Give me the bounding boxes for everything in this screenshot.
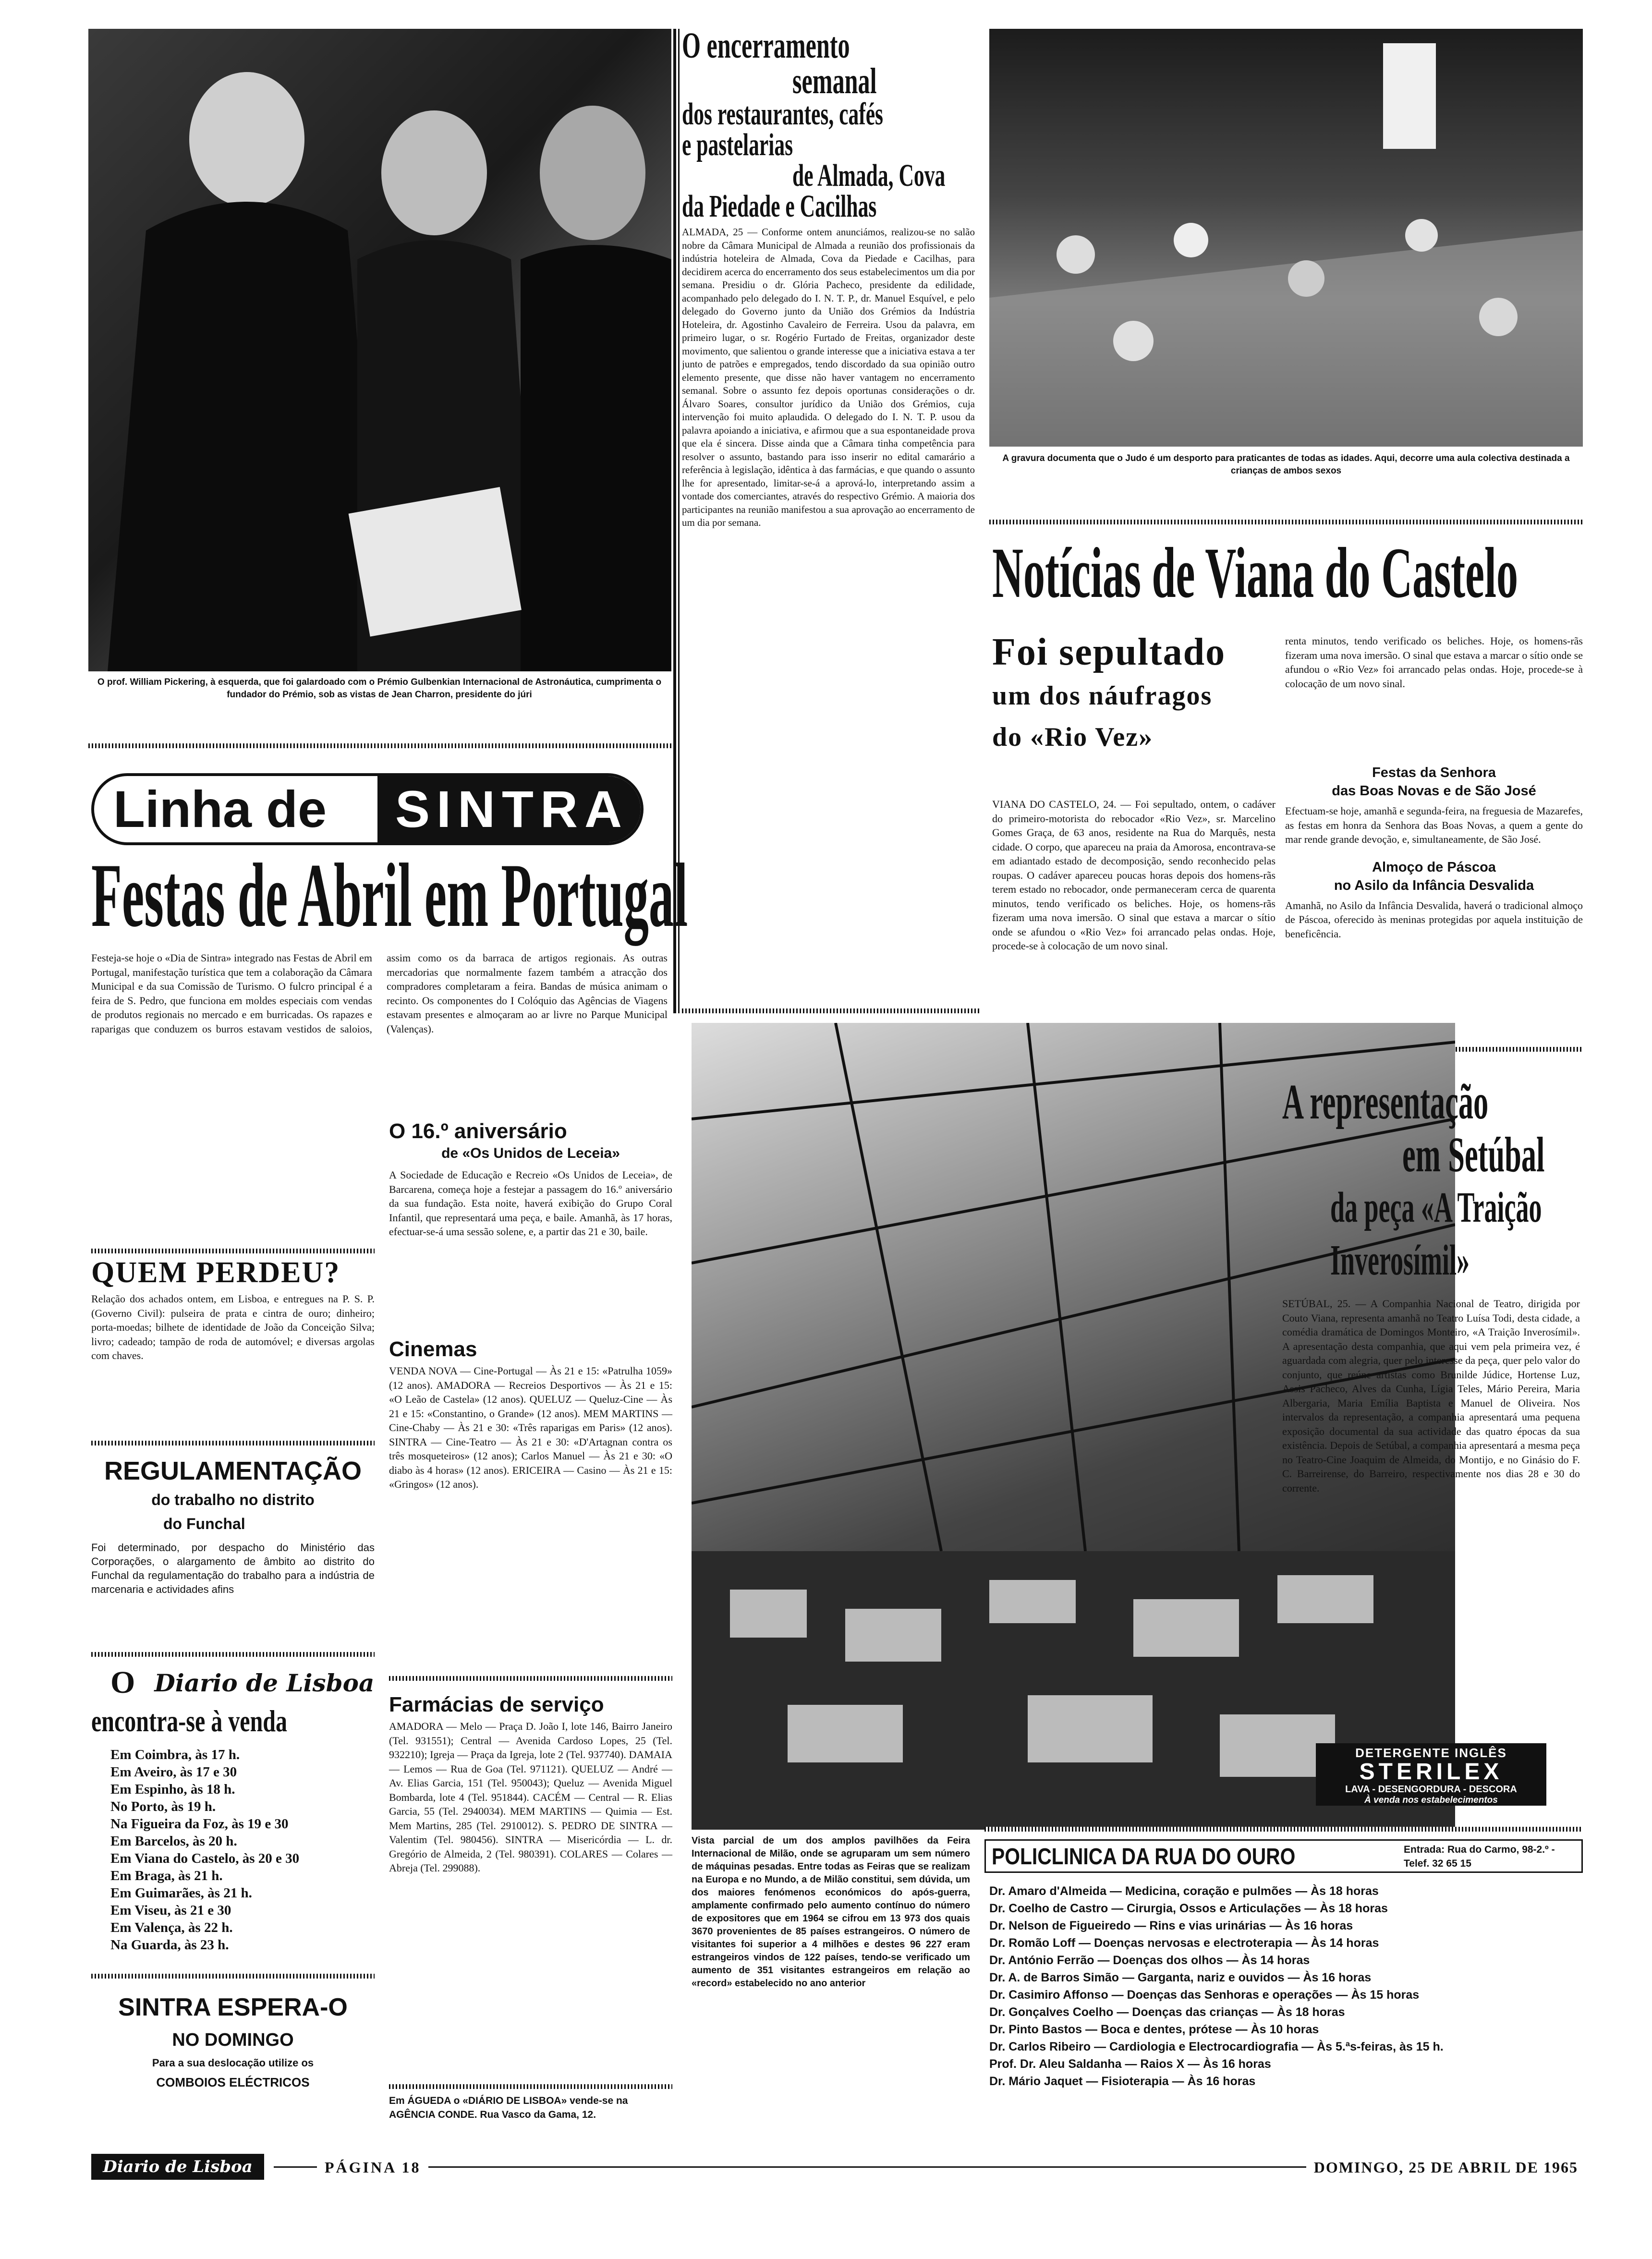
regulamentacao-body: Foi determinado, por despacho do Ministério das Corporações, o alargamento de âmbito ao distrito do Funchal da regulamentação do trabalho para a indústria de marcenaria e actividades afins — [91, 1542, 375, 1595]
sintra-logo-left: Linha de — [113, 780, 327, 838]
sterilex-line-3: LAVA - DESENGORDURA - DESCORA — [1345, 1784, 1517, 1795]
almoco-title-2: no Asilo da Infância Desvalida — [1334, 877, 1534, 893]
venda-item: Em Viana do Castelo, às 20 e 30 — [110, 1851, 300, 1866]
policlinica-row: Dr. Nelson de Figueiredo — Rins e vias urinárias — Às 16 horas — [989, 1919, 1353, 1932]
footer — [91, 2154, 1583, 2183]
venda-item: Em Guimarães, às 21 h. — [110, 1885, 252, 1901]
viana-sub-1: Foi sepultado — [992, 631, 1226, 673]
policlinica-box — [984, 1839, 1583, 1873]
encerramento-title-4: e pastelarias — [682, 127, 793, 162]
sintra-headline: Festas de Abril em Portugal — [91, 845, 688, 946]
policlinica-row: Dr. Gonçalves Coelho — Doenças das crianças — Às 18 horas — [989, 2005, 1345, 2019]
pickering-caption: O prof. William Pickering, à esquerda, que foi galardoado com o Prémio Gulbenkian Internacional de Astronáutica, cumprimenta o fundador do Prémio, sob as vistas de Jean Charron, presidente do júri — [97, 677, 662, 700]
venda-logo: Diario de Lisboa — [154, 1668, 375, 1697]
sintra-logo — [91, 773, 644, 845]
venda-item: Em Barcelos, às 20 h. — [110, 1834, 237, 1849]
setubal-title-1: A representação — [1282, 1074, 1489, 1130]
footer-line — [274, 2166, 1330, 2168]
setubal-article — [1282, 1076, 1580, 1495]
espera-line-2: COMBOIOS ELÉCTRICOS — [156, 2075, 310, 2089]
sterilex-line-1: DETERGENTE INGLÊS — [1355, 1746, 1507, 1760]
divider — [984, 1827, 1583, 1832]
sintra-logo-right: SINTRA — [377, 776, 644, 845]
agueda-note: Em ÁGUEDA o «DIÁRIO DE LISBOA» vende-se na AGÊNCIA CONDE. Rua Vasco da Gama, 12. — [389, 2095, 628, 2120]
venda-list — [110, 1746, 375, 1954]
setubal-title-3: da peça «A Traição — [1330, 1184, 1542, 1231]
leceia-title-1: O 16.º aniversário — [389, 1119, 567, 1143]
festas-title-2: das Boas Novas e de São José — [1332, 783, 1536, 799]
quem-perdeu-title: QUEM PERDEU? — [91, 1256, 340, 1289]
encerramento-article — [682, 25, 975, 977]
pickering-photo — [88, 29, 671, 671]
divider — [91, 1652, 375, 1657]
judo-children — [989, 29, 1583, 447]
divider — [389, 2084, 672, 2089]
setubal-body: SETÚBAL, 25. — A Companhia Nacional de Teatro, dirigida por Couto Viana, representa amanhã no Teatro Luísa Todi, desta cidade, a comédia dramática de Domingos Monteiro, «A Traição Inverosímil». A apresentação desta companhia, que aqui vem pela primeira vez, é aguardada com alegria, quer pelo interesse da peça, quer pelo valor do conjunto, que reúne artistas como Brunilde Júdice, Hortense Luz, Assis Pacheco, Alves da Cunha, Lígia Teles, Mário Pereira, Maria Albergaria, Maria Emília Baptista e Manuel de Oliveira. Nos intervalos da representação, a companhia apresentará uma pequena exposição documental da sua actividade das quatro épocas da sua existência. Depois de Setúbal, a companhia apresentará a mesma peça no Teatro-Cine Joaquim de Almeida, do Montijo, e no Ginásio do F. C. Barreirense, do Barreiro, respectivamente nos dias 28 e 30 do corrente. — [1282, 1298, 1580, 1494]
leceia-body: A Sociedade de Educação e Recreio «Os Unidos de Leceia», de Barcarena, começa hoje a festejar a passagem do 16.º aniversário da sua fundação. Esta noite, haverá exibição do Grupo Coral Infantil, que representará uma peça, e baile. Amanhã, às 17 horas, efectuar-se-á uma sessão solene, e, a partir das 21 e 30, baile. — [389, 1169, 672, 1238]
venda-item: Em Valença, às 22 h. — [110, 1920, 233, 1935]
viana-headline: Notícias de Viana do Castelo — [992, 533, 1518, 613]
espera-line-1: Para a sua deslocação utilize os — [152, 2057, 314, 2069]
setubal-title-4: Inverosímil» — [1330, 1237, 1470, 1284]
divider — [91, 1441, 375, 1445]
leceia-title-2: de «Os Unidos de Leceia» — [441, 1145, 620, 1161]
policlinica-row: Dr. A. de Barros Simão — Garganta, nariz e ouvidos — Às 16 horas — [989, 1971, 1372, 1984]
divider — [389, 1676, 672, 1681]
sterilex-ad — [1316, 1743, 1546, 1806]
venda-item: Em Aveiro, às 17 e 30 — [110, 1764, 237, 1780]
sterilex-line-4: À venda nos estabelecimentos — [1364, 1795, 1498, 1805]
policlinica-row: Dr. Romão Loff — Doenças nervosas e electroterapia — Às 14 horas — [989, 1936, 1379, 1950]
footer-logo-text: Diario de Lisboa — [103, 2157, 253, 2176]
policlinica-row: Dr. Coelho de Castro — Cirurgia, Ossos e Articulações — Às 18 horas — [989, 1902, 1388, 1915]
regulamentacao-title: REGULAMENTAÇÃO — [104, 1457, 362, 1485]
almoco-title-1: Almoço de Páscoa — [1372, 859, 1496, 875]
venda-box — [91, 1652, 375, 1954]
quem-perdeu-body: Relação dos achados ontem, em Lisboa, e entregues na P. S. P. (Governo Civil): pulseira de prata e cintra de ouro; dinheiro; porta-moedas; bilhete de identidade de João da Conceição Silva; livro; cadeado; tampão de roda de automóvel; e diversas argolas com chaves. — [91, 1293, 375, 1361]
policlinica-row: Dr. Pinto Bastos — Boca e dentes, prótese — Às 10 horas — [989, 2023, 1319, 2036]
sterilex-line-2: STERILEX — [1359, 1759, 1503, 1785]
cinemas-body: VENDA NOVA — Cine-Portugal — Às 21 e 15: «Patrulha 1059» (12 anos). AMADORA — Recreios Desportivos — Às 21 e 15: «O Leão de Castela» (12 anos). QUELUZ — Queluz-Cine — Às 21 e 15: «Constantino, o Grande» (12 anos). MEM MARTINS — Cine-Chaby — Às 21 e 30: «Três raparigas em Paris» (12 anos). SINTRA — Cine-Teatro — Às 21 e 30: «D'Artagnan contra os três mosqueteiros» (12 anos); Carlos Manuel — Às 21 e 30: «O diabo às 4 horas» (12 anos). ERICEIRA — Casino — Às 21 e 15: «Gringos» (12 anos). — [389, 1365, 672, 1490]
policlinica-list — [989, 1882, 1580, 2090]
venda-item: Em Coimbra, às 17 h. — [110, 1747, 240, 1762]
milao-caption: Vista parcial de um dos amplos pavilhões da Feira Internacional de Milão, onde se agruparam um sem número de máquinas pesadas. Entre todas as Feiras que se realizam na Europa e no Mundo, a de Milão constitui, sem dúvida, um dos maiores fenómenos económicos do após-guerra, amplamente confirmado pelo aumento contínuo do número de expositores que em 1964 se cifrou em 13 973 dos quais 3670 provenientes de 85 países estrangeiros. O número de visitantes foi superior a 4 milhões e destes 96 227 eram estrangeiros vindos de 122 países, tendo-se verificado um aumento de 351 visitantes estrangeiros em relação ao «record» estabelecido no ano anterior — [692, 1835, 970, 1989]
venda-item: Na Figueira da Foz, às 19 e 30 — [110, 1816, 289, 1832]
encerramento-title-1: O encerramento — [682, 25, 850, 66]
divider — [88, 743, 671, 748]
festas-title-1: Festas da Senhora — [1372, 765, 1496, 780]
policlinica-row: Dr. Amaro d'Almeida — Medicina, coração e pulmões — Às 18 horas — [989, 1884, 1379, 1898]
leceia-article — [389, 1119, 672, 1239]
venda-title: encontra-se à venda — [91, 1704, 287, 1738]
encerramento-title-6: da Piedade e Cacilhas — [682, 189, 877, 224]
encerramento-title-3: dos restaurantes, cafés — [682, 97, 884, 132]
venda-item: Na Guarda, às 23 h. — [110, 1937, 229, 1953]
encerramento-title-2: semanal — [792, 61, 877, 101]
regulamentacao-sub-2: do Funchal — [163, 1515, 245, 1532]
judo-photo — [989, 29, 1583, 447]
policlinica-row: Prof. Dr. Aleu Saldanha — Raios X — Às 16 horas — [989, 2057, 1271, 2071]
viana-sub-2: um dos náufragos — [992, 681, 1213, 711]
footer-page: PÁGINA 18 — [317, 2157, 428, 2178]
divider — [989, 520, 1583, 524]
farmacias-title: Farmácias de serviço — [389, 1693, 604, 1716]
divider — [91, 1249, 375, 1253]
policlinica-row: Dr. Carlos Ribeiro — Cardiologia e Electrocardiografia — Às 5.ªs-feiras, às 15 h. — [989, 2040, 1444, 2053]
policlinica-row: Dr. Mário Jaquet — Fisioterapia — Às 16 horas — [989, 2075, 1256, 2088]
viana-col2 — [1285, 634, 1583, 941]
venda-item: Em Braga, às 21 h. — [110, 1868, 223, 1883]
espera-sub: NO DOMINGO — [172, 2030, 294, 2050]
venda-item: Em Espinho, às 18 h. — [110, 1782, 235, 1797]
encerramento-body: ALMADA, 25 — Conforme ontem anunciámos, realizou-se no salão nobre da Câmara Municipal de Almada a reunião dos profissionais da indústria hoteleira de Almada, Cova da Piedade e Cacilhas, para decidirem acerca do encerramento dos seus estabelecimentos um dia por semana. Presidiu o dr. Glória Pacheco, presidente da edilidade, acompanhado pelo delegado do I. N. T. P., dr. Manuel Esquível, e pelo delegado do Governo junto da União dos Grémios da Indústria Hoteleira, dr. Agostinho Cavaleiro de Ferreira. Usou da palavra, em primeiro lugar, o sr. Rogério Furtado de Freitas, organizador deste movimento, que salientou o grande interesse que a iniciativa estava a ter junto de patrões e empregados, tendo discordado da sua opinião outro elemento presente, que disse não haver vantagem no encerramento semanal. Sobre o assunto fez depois oportunas considerações o dr. Álvaro Soares, consultor jurídico da União dos Grémios, cuja intervenção foi muito aplaudida. O delegado do I. N. T. P. usou da palavra apoiando a iniciativa, e afirmou que a sua espontaneidade prova que ela é sincera. Disse ainda que a Câmara tinha competência para resolver o assunto, bastando para isso inserir no edital camarário a referência à legislação, idêntica à das farmácias, e que quando o assunto lhe for apresentado, limitar-se-á a aprová-lo, interpretando assim a vontade dos comerciantes, através do respectivo Grémio. A maioria dos participantes na reunião manifestou a sua aprovação ao encerramento de um dia por semana. — [682, 226, 975, 528]
policlinica-row: Dr. Casimiro Affonso — Doenças das Senhoras e operações — Às 15 horas — [989, 1988, 1420, 2002]
regulamentacao-sub-1: do trabalho no distrito — [151, 1491, 315, 1508]
regulamentacao-article — [91, 1441, 375, 1596]
men-silhouettes — [88, 29, 671, 671]
policlinica-title: POLICLINICA DA RUA DO OURO — [992, 1844, 1296, 1870]
quem-perdeu-article — [91, 1249, 375, 1363]
viana-body-col1 — [992, 797, 1275, 999]
viana-body: VIANA DO CASTELO, 24. — Foi sepultado, ontem, o cadáver do primeiro-motorista do rebocador «Rio Vez», sr. Marcelino Gomes Graça, de 63 anos, residente na Rua do Marquês, nesta cidade. O corpo, que apareceu na praia da Amorosa, encontrava-se em adiantado estado de decomposição, sendo reconhecido pelas roupas. O cadáver apareceu poucas horas depois dos homens-rãs terem estado no rebocador, onde permaneceram cerca de quarenta minutos, tendo verificado os beliches. Hoje, os homens-rãs fizeram uma nova imersão. O sinal que estava a marcar o sítio onde se afundou o «Rio Vez» foi arrancado pelas ondas. Hoje, procede-se à colocação de um novo sinal. — [992, 798, 1275, 952]
sintra-espera — [91, 1974, 375, 2092]
sintra-body: Festeja-se hoje o «Dia de Sintra» integrado nas Festas de Abril em Portugal, manifestação turística que tem a colaboração da Câmara Municipal e da sua Comissão de Turismo. O fulcro principal é a feira de S. Pedro, que funciona em moldes especiais com vendas de produtos regionais no mercado e em burricadas. Os rapazes e raparigas que conduzem os burros estavam vestidos de saloios, assim como os da barraca de artigos regionais. As outras mercadorias que normalmente fazem também a atracção dos compradores completaram a feira. Bandas de música animam o recinto. Os componentes do I Colóquio das Agências de Viagens estavam presentes e almoçaram ao ar livre no Parque Municipal (Valenças). — [91, 952, 668, 1035]
divider — [91, 1974, 375, 1979]
policlinica-row: Dr. António Ferrão — Doenças dos olhos — Às 14 horas — [989, 1954, 1310, 1967]
setubal-title-2: em Setúbal — [1402, 1127, 1545, 1182]
divider — [682, 1008, 980, 1013]
farmacias-body: AMADORA — Melo — Praça D. João I, lote 146, Bairro Janeiro (Tel. 931551); Central — Avenida Cardoso Lopes, 25 (Tel. 932210); Igreja — Praça da Igreja, lote 2 (Tel. 937740). DAMAIA — Lemos — Rua de Goa (Tel. 971121). QUELUZ — André — Av. Elias Garcia, 151 (Tel. 950043); Queluz — Avenida Miguel Bombarda, lote 4 (Tel. 951844). CACÉM — Central — R. Elias Garcia, 55 (Tel. 2940034). MEM MARTINS — Quimia — Est. Mem Martins, 285 (Tel. 2910012). S. PEDRO DE SINTRA — Valentim (Tel. 980456). SINTRA — Misericórdia — L. dr. Gregório de Almeida, 2 (Tel. 980391). COLARES — Colares — Abreja (Tel. 299088). — [389, 1720, 672, 1874]
venda-item: Em Viseu, às 21 e 30 — [110, 1903, 231, 1918]
policlinica-entrada: Entrada: Rua do Carmo, 98-2.º - Telef. 32 65 15 — [1404, 1844, 1555, 1869]
cinemas-title: Cinemas — [389, 1337, 477, 1361]
viana-continuation: renta minutos, tendo verificado os beliches. Hoje, os homens-rãs fizeram uma nova imersão. O sinal que estava a marcar o sítio onde se afundou o «Rio Vez» foi arrancado pelas ondas. Hoje, procede-se à colocação de um novo sinal. — [1285, 635, 1583, 690]
footer-date: DOMINGO, 25 DE ABRIL DE 1965 — [1306, 2157, 1578, 2178]
footer-logo — [91, 2154, 264, 2180]
venda-item: No Porto, às 19 h. — [110, 1799, 216, 1814]
festas-body: Efectuam-se hoje, amanhã e segunda-feira, na freguesia de Mazarefes, as festas em honra da Senhora das Boas Novas, a quem a gente do mar rende grande devoção, e, simultaneamente, de São José. — [1285, 805, 1583, 845]
viana-sub-3: do «Rio Vez» — [992, 722, 1154, 752]
espera-title: SINTRA ESPERA-O — [118, 1993, 348, 2021]
viana-subhead — [992, 629, 1280, 758]
cinemas-article — [389, 1335, 672, 1492]
judo-caption: A gravura documenta que o Judo é um desporto para praticantes de todas as idades. Aqui, decorre uma aula colectiva destinada a crianças de ambos sexos — [1002, 453, 1570, 476]
farmacias-article — [389, 1690, 672, 1875]
almoco-body: Amanhã, no Asilo da Infância Desvalida, haverá o tradicional almoço de Páscoa, oferecido às meninas protegidas por aquela instituição de beneficência. — [1285, 899, 1583, 940]
encerramento-title-5: de Almada, Cova — [792, 158, 946, 193]
venda-o: O — [110, 1665, 135, 1700]
